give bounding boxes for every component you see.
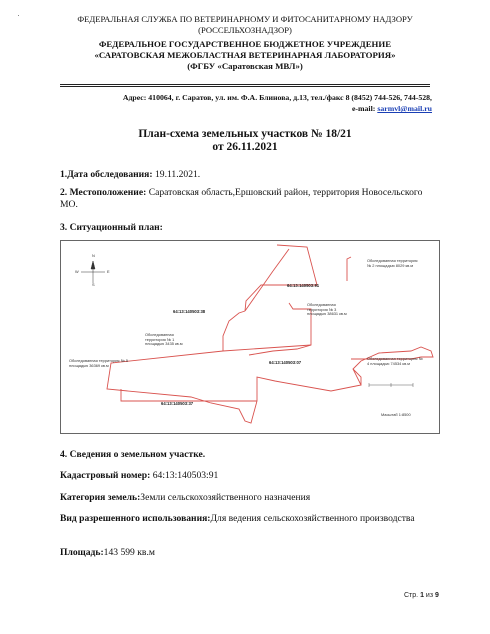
area-5-label: Обследованная территория № 5 площадью 36369 кв.м	[69, 358, 129, 368]
parcel-boundary-2	[347, 257, 351, 281]
location-label: 2. Местоположение:	[60, 187, 147, 198]
survey-date	[60, 169, 200, 181]
scan-speck	[18, 15, 19, 16]
parcel-area	[60, 547, 155, 559]
page-number-current: 1	[420, 592, 424, 599]
cadastral-label-07: 64:13:140503:07	[269, 360, 302, 365]
header-address: Адрес: 410064, г. Саратов, ул. им. Ф.А. Блинова, д.13, тел./факс 8 (8452) 744-526, 744-528,	[122, 93, 432, 102]
compass-n-label: N	[92, 253, 95, 258]
road-line	[273, 249, 289, 271]
page-number-of: из	[425, 592, 434, 599]
header-email-line	[60, 104, 432, 113]
location-value: Саратовская область,Ершовский район, территория Новосельского МО.	[60, 187, 423, 210]
header-divider	[60, 86, 430, 87]
compass-s-label: S	[92, 282, 95, 287]
location	[60, 187, 430, 211]
cadastral-number-label: Кадастровый номер:	[60, 470, 151, 481]
document-title: План-схема земельных участков № 18/21	[138, 128, 352, 140]
header-institution: ФЕДЕРАЛЬНОЕ ГОСУДАРСТВЕННОЕ БЮДЖЕТНОЕ УЧРЕЖДЕНИЕ	[98, 39, 392, 49]
land-category-value: Земли сельскохозяйственного назначения	[140, 492, 311, 503]
area-1-label: Обследованная территория № 1 площадью 3435 кв.м	[145, 332, 183, 347]
parcel-info-label: 4. Сведения о земельном участке.	[60, 449, 206, 460]
cadastral-number-value: 64:13:140503:91	[152, 470, 219, 481]
document-date: от 26.11.2021	[212, 141, 278, 153]
permitted-use	[60, 513, 432, 525]
parcel-boundary-lower	[121, 389, 257, 401]
email-link[interactable]: sarmvl@mail.ru	[377, 104, 432, 113]
road-line	[245, 271, 273, 311]
permitted-use-label: Вид разрешенного использования:	[60, 513, 211, 524]
land-category-label: Категория земель:	[60, 492, 141, 503]
cadastral-label-37: 64:13:140503:37	[161, 401, 194, 406]
parcel-map-svg	[61, 241, 439, 433]
compass-w-label: W	[75, 269, 79, 274]
parcel-divider	[223, 345, 311, 351]
header-agency: ФЕДЕРАЛЬНАЯ СЛУЖБА ПО ВЕТЕРИНАРНОМУ И ФИТОСАНИТАРНОМУ НАДЗОРУ	[77, 14, 413, 24]
parcel-boundary-38	[223, 311, 245, 351]
compass-icon	[81, 261, 105, 283]
email-label: e-mail:	[351, 104, 376, 113]
cadastral-label-38: 64:13:140503:38	[173, 309, 206, 314]
situation-plan-heading	[60, 222, 163, 234]
scale-bar	[369, 383, 413, 387]
parcel-area-value: 143 599 кв.м	[103, 547, 155, 558]
page-number-prefix: Стр.	[404, 592, 419, 599]
survey-date-value: 19.11.2021.	[154, 169, 201, 180]
permitted-use-value: Для ведения сельскохозяйственного производства	[210, 513, 415, 524]
cadastral-number	[60, 470, 218, 482]
page-number-total: 9	[435, 592, 439, 599]
land-category	[60, 492, 310, 504]
situation-plan-map	[60, 240, 440, 434]
page-number	[404, 592, 439, 599]
area-4-label: Обследованная территория № 4 площадью 74534 кв.м	[367, 356, 423, 366]
cadastral-label-91: 64:13:140503:91	[287, 283, 320, 288]
parcel-info-heading	[60, 449, 205, 461]
header-agency-abbr: (РОССЕЛЬХОЗНАДЗОР)	[198, 25, 292, 35]
header-lab-name: «САРАТОВСКАЯ МЕЖОБЛАСТНАЯ ВЕТЕРИНАРНАЯ ЛАБОРАТОРИЯ»	[94, 50, 396, 60]
survey-date-label: 1.Дата обследования:	[60, 169, 153, 180]
situation-plan-label: 3. Ситуационный план:	[60, 222, 163, 233]
area-2-label: Обследованная территория № 2 площадью 8029 кв.м	[367, 258, 418, 268]
scale-label: Масштаб 1:8500	[381, 412, 411, 417]
compass-e-label: E	[107, 269, 110, 274]
header-lab-abbr: (ФГБУ «Саратовская МВЛ»)	[187, 61, 303, 71]
header-divider	[60, 84, 430, 85]
parcel-area-label: Площадь:	[60, 547, 104, 558]
area-3-label: Обследованная территория № 3 площадью 38631 кв.м	[307, 302, 347, 317]
